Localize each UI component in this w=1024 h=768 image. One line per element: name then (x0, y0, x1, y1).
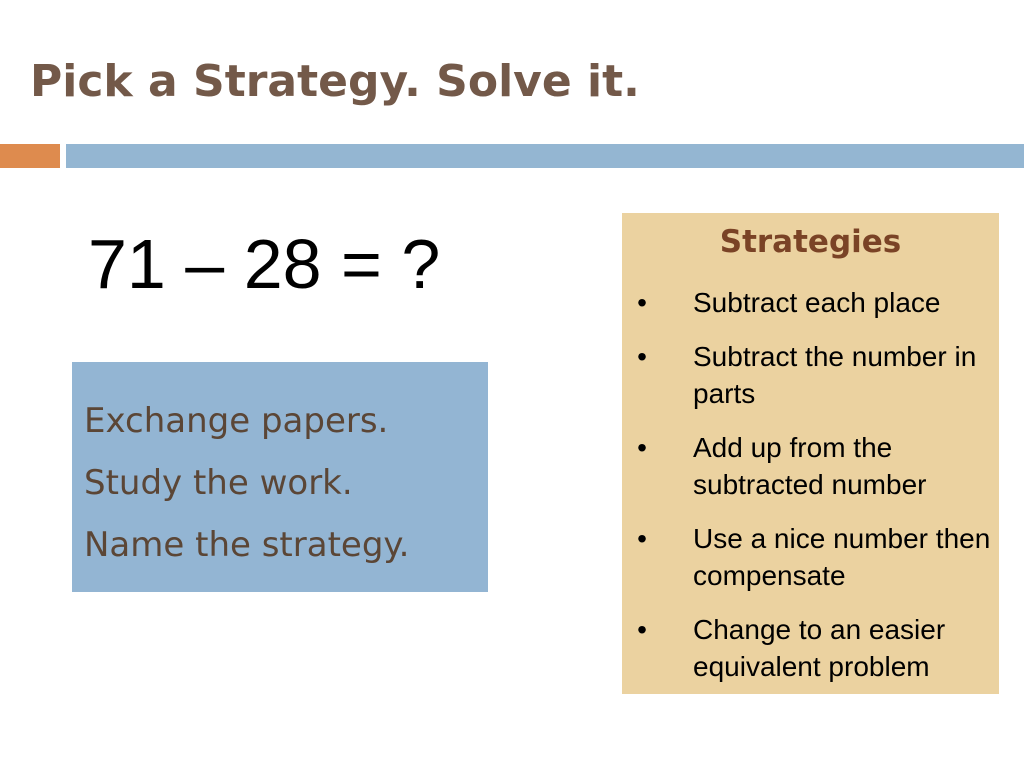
instruction-name-strategy: Name the strategy. (84, 525, 410, 565)
strategy-label: Change to an easier equivalent problem (693, 614, 946, 682)
title-accent-blue-bar (66, 144, 1024, 168)
strategy-label: Subtract each place (693, 287, 941, 318)
bullet-icon: • (637, 614, 647, 645)
strategy-label: Use a nice number then compensate (693, 523, 991, 591)
strategies-heading: Strategies (719, 224, 902, 260)
slide-title: Pick a Strategy. Solve it. (30, 56, 640, 107)
instructions-box (72, 362, 488, 592)
strategy-subtract-in-parts (622, 338, 1002, 412)
bullet-icon: • (637, 432, 647, 463)
strategy-nice-number (622, 520, 1002, 594)
bullet-icon: • (637, 341, 647, 372)
strategy-label: Subtract the number in parts (693, 341, 977, 409)
bullet-icon: • (637, 287, 647, 318)
title-accent-orange-bar (0, 144, 60, 168)
bullet-icon: • (637, 523, 647, 554)
equation: 71 – 28 = ? (88, 225, 441, 303)
strategies-list (622, 284, 1002, 702)
strategy-equivalent-problem (622, 611, 1002, 685)
strategy-add-up (622, 429, 1002, 503)
strategy-label: Add up from the subtracted number (693, 432, 927, 500)
instruction-study-work: Study the work. (84, 463, 353, 503)
strategy-subtract-each-place (622, 284, 1002, 321)
instruction-exchange-papers: Exchange papers. (84, 401, 389, 441)
